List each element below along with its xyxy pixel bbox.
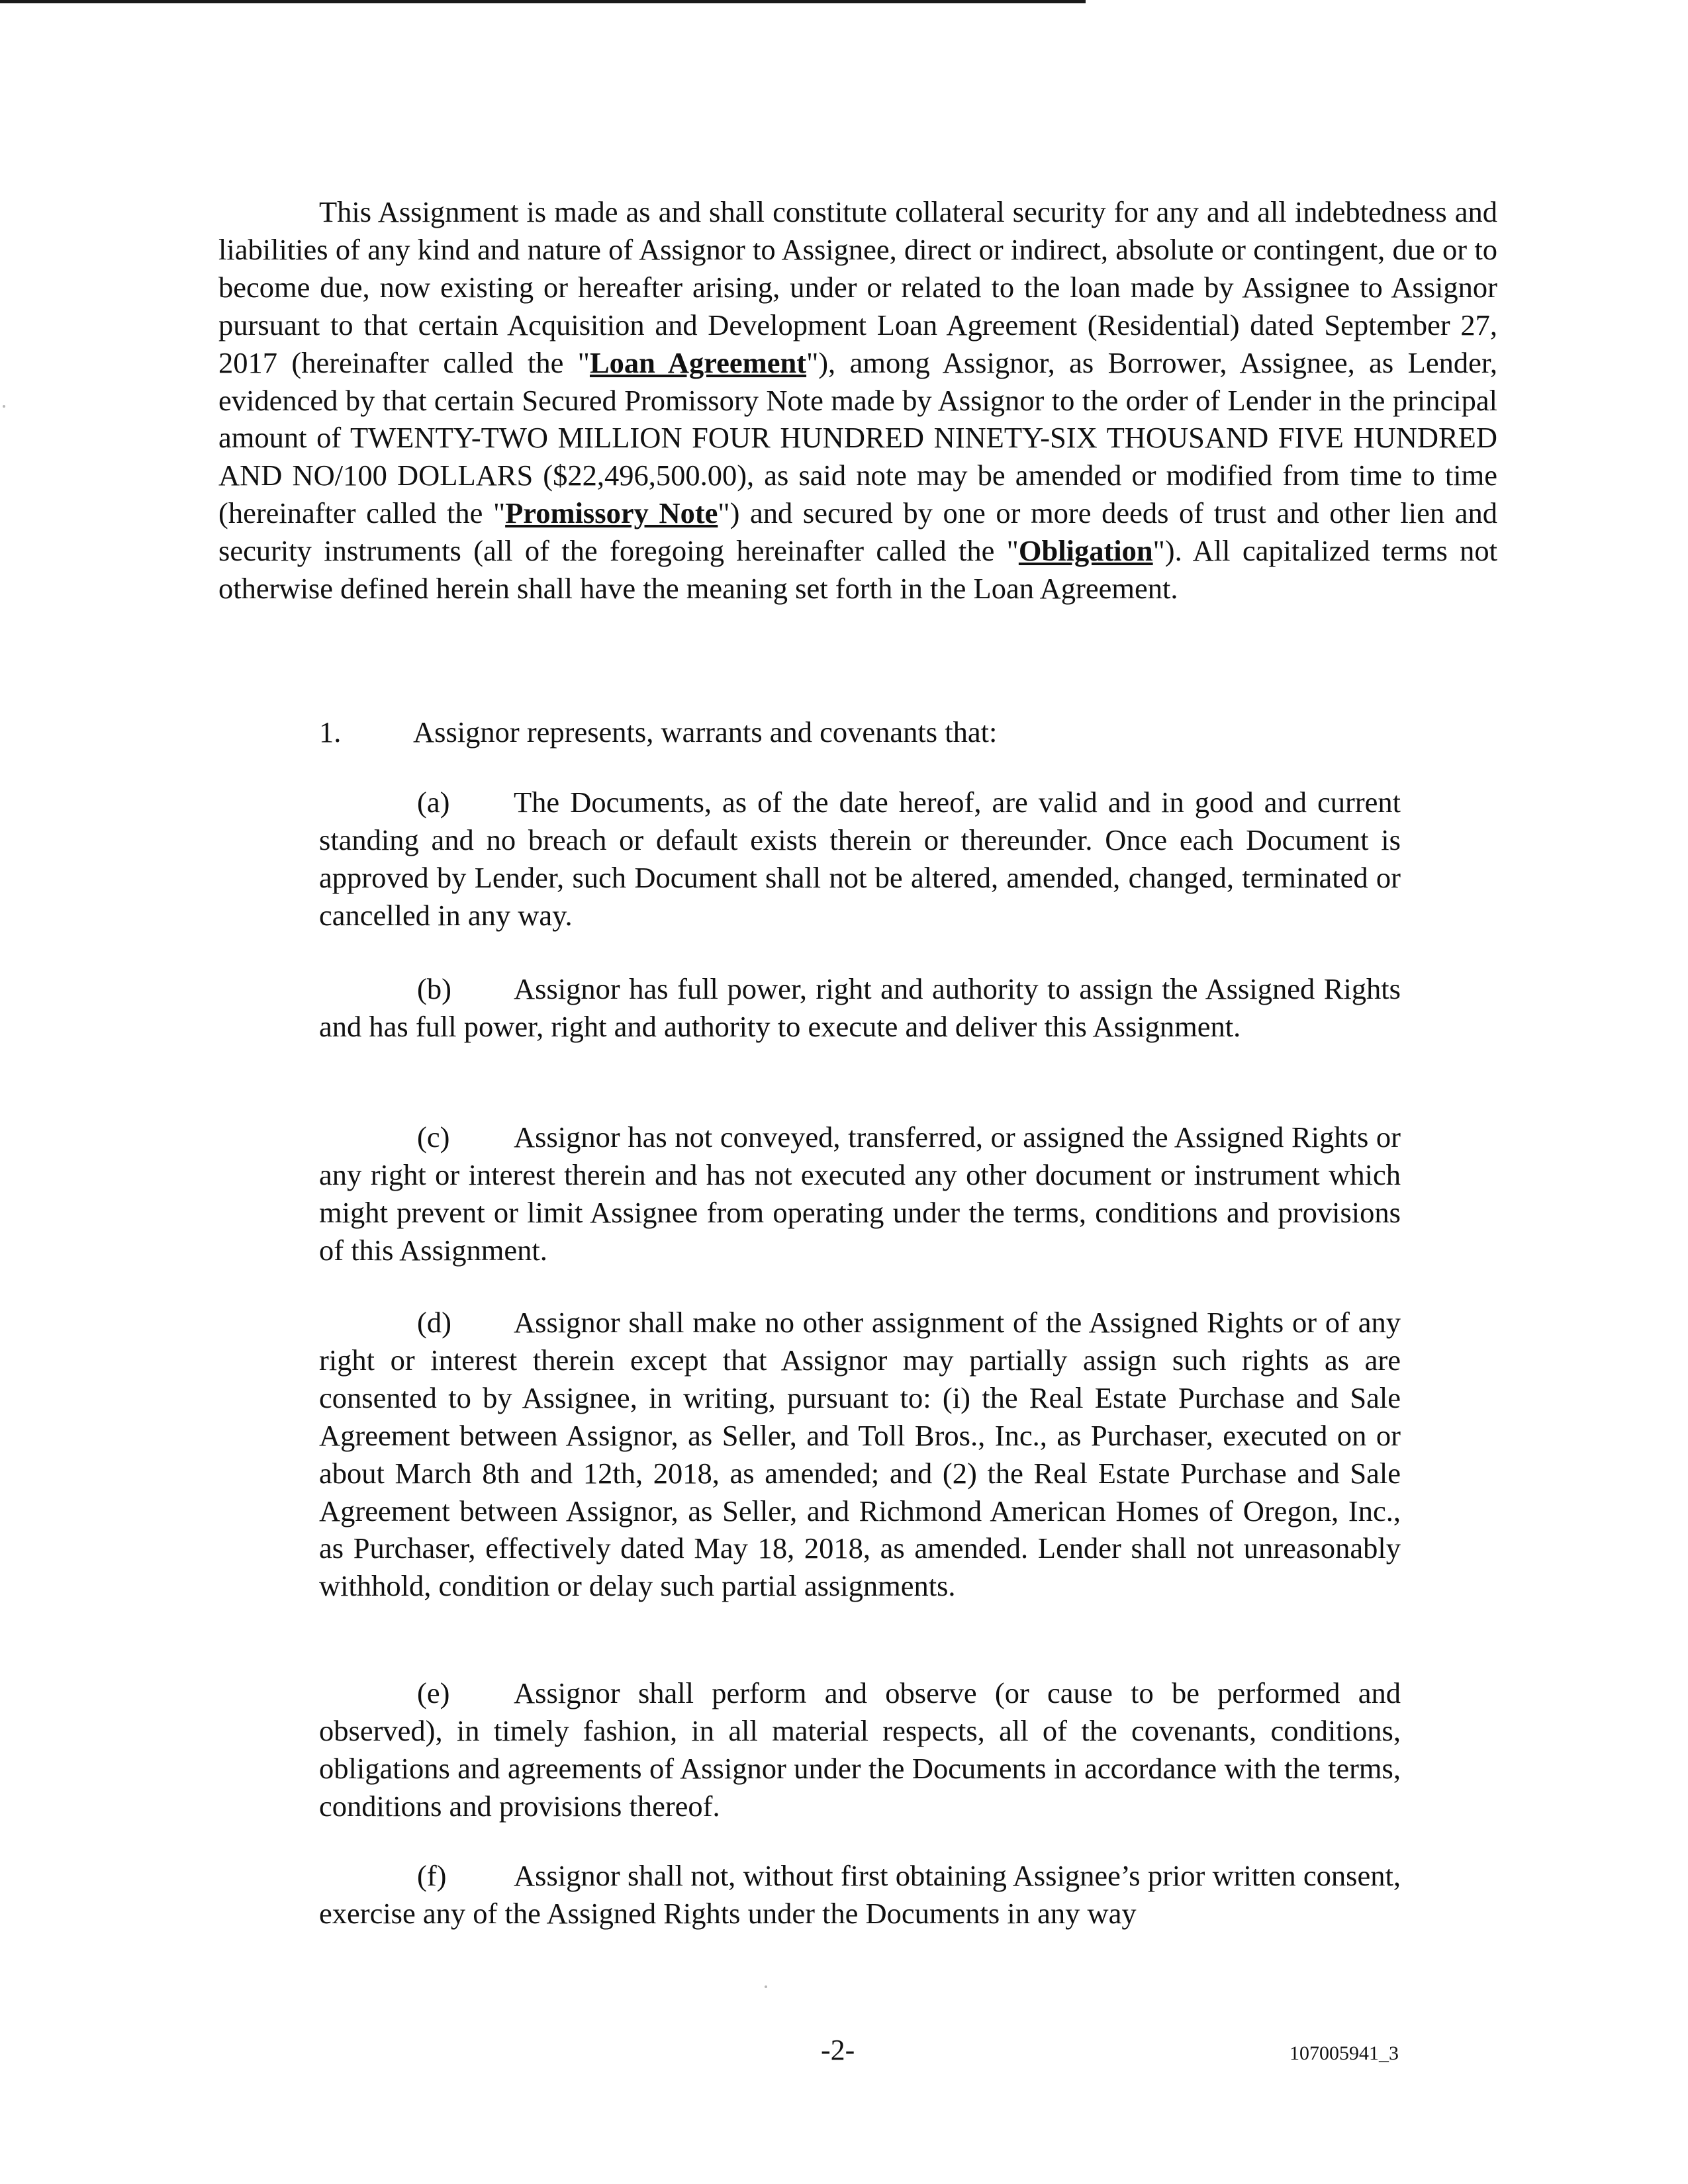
intro-text-4: "). All capitalized terms not otherwise defined herein shall have the meaning set forth in the Loan Agreement. (218, 534, 1497, 606)
intro-text-2: "), among Assignor, as Borrower, Assignee, as Lender, evidenced by that certain Secured Promissory Note made by Assignor to the order of Lender in the principal amount of TWENTY-TWO MILLION FOUR HUNDRED NINETY-SIX THOUSAND FIVE HUNDRED AND NO/100 DOLLARS ($22,496,500.00), as said note may be amended or modified from time to time (hereinafter called the " (218, 345, 1497, 530)
subsection-label: (a) (417, 786, 450, 819)
subsection-label: (f) (417, 1859, 447, 1892)
subsection-label: (c) (417, 1120, 450, 1154)
section-number: 1. (319, 715, 342, 749)
defined-term-promissory-note: Promissory Note (505, 496, 718, 530)
subsection-b (319, 970, 1401, 1046)
page-number: -2- (821, 2034, 855, 2066)
subsection-text: Assignor shall perform and observe (or cause to be performed and observed), in timely fashion, in all material respects, all of the covenants, conditions, obligations and agreements of Assignor under the Documents in accordance with the terms, conditions and provisions thereof. (319, 1676, 1401, 1823)
defined-term-obligation: Obligation (1018, 534, 1153, 568)
subsection-a (319, 784, 1401, 934)
section-heading-text: Assignor represents, warrants and covenants that: (413, 715, 998, 749)
section-1-heading (319, 713, 997, 751)
subsection-c (319, 1118, 1401, 1269)
intro-text-1: This Assignment is made as and shall constitute collateral security for any and all indebtedness and liabilities of any kind and nature of Assignor to Assignee, direct or indirect, absolute or contingent, due or to become due, now existing or hereafter arising, under or related to the loan made by Assignee to Assignor pursuant to that certain Acquisition and Development Loan Agreement (Residential) dated September 27, 2017 (hereinafter called the " (218, 195, 1497, 379)
top-rule (0, 0, 1086, 3)
intro-text-3: ") and secured by one or more deeds of trust and other lien and security instruments (all of the foregoing hereinafter called the " (218, 496, 1497, 568)
subsection-label: (b) (417, 972, 451, 1005)
subsection-label: (e) (417, 1676, 450, 1709)
subsection-f (319, 1857, 1401, 1933)
subsection-e (319, 1674, 1401, 1825)
subsection-text: Assignor has not conveyed, transferred, or assigned the Assigned Rights or any right or interest therein and has not executed any other document or instrument which might prevent or limit Assignee from operating under the terms, conditions and provisions of this Assignment. (319, 1120, 1401, 1267)
scan-speck (765, 1985, 767, 1988)
intro-paragraph (218, 193, 1497, 608)
subsection-text: Assignor shall make no other assignment of the Assigned Rights or of any right or interest therein except that Assignor may partially assign such rights as are consented to by Assignee, in writing, pursuant to: (i) the Real Estate Purchase and Sale Agreement between Assignor, as Seller, and Toll Bros., Inc., as Purchaser, executed on or about March 8th and 12th, 2018, as amended; and (2) the Real Estate Purchase and Sale Agreement between Assignor, as Seller, and Richmond American Homes of Oregon, Inc., as Purchaser, effectively dated May 18, 2018, as amended. Lender shall not unreasonably withhold, condition or delay such partial assignments. (319, 1306, 1401, 1603)
subsection-d (319, 1304, 1401, 1605)
scan-speck (3, 405, 5, 408)
subsection-text: Assignor has full power, right and authority to assign the Assigned Rights and has full power, right and authority to execute and deliver this Assignment. (319, 972, 1401, 1043)
subsection-text: Assignor shall not, without first obtaining Assignee’s prior written consent, exercise any of the Assigned Rights under the Documents in any way (319, 1859, 1401, 1930)
document-id: 107005941_3 (1289, 2042, 1399, 2064)
defined-term-loan-agreement: Loan Agreement (589, 345, 807, 379)
subsection-label: (d) (417, 1306, 451, 1339)
subsection-text: The Documents, as of the date hereof, are valid and in good and current standing and no breach or default exists therein or thereunder. Once each Document is approved by Lender, such Document shall not be altered, amended, changed, terminated or cancelled in any way. (319, 786, 1401, 932)
